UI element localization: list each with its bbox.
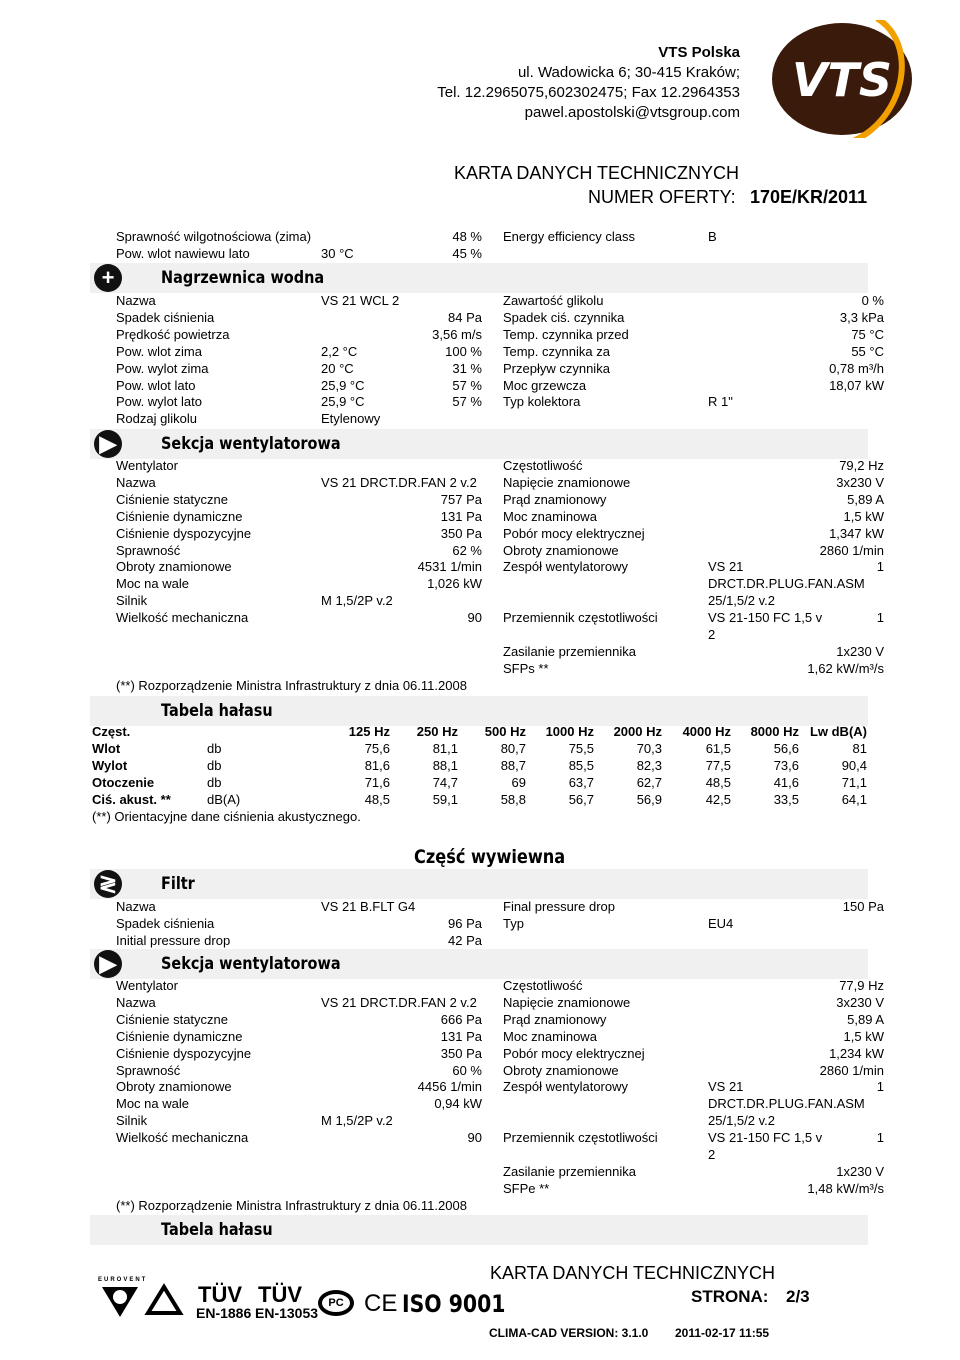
param-value-unit-right: 0,78 m³/h xyxy=(829,360,884,376)
document-title: KARTA DANYCH TECHNICZNYCH xyxy=(454,163,740,183)
param-value-unit-right: 3x230 V xyxy=(836,994,884,1010)
param-value-right: 25/1,5/2 v.2 xyxy=(708,593,775,609)
param-label: Nazwa xyxy=(116,474,156,490)
param-label: Ciśnienie statyczne xyxy=(116,491,228,507)
param-label-right: Napięcie znamionowe xyxy=(503,994,631,1010)
param-value: VS 21 B.FLT G4 xyxy=(321,899,416,914)
param-label-right: Zespół wentylatorowy xyxy=(503,1079,628,1095)
footnote: (**) Rozporządzenie Ministra Infrastruktury z dnia 06.11.2008 xyxy=(116,1198,467,1213)
noise-cell: 81 xyxy=(852,741,867,756)
param-label-right: Moc znaminowa xyxy=(503,1028,597,1044)
noise-cell: 77,5 xyxy=(705,757,731,773)
section-title: Filtr xyxy=(161,874,195,894)
noise-cell: 88,7 xyxy=(500,757,526,773)
param-value-right: B xyxy=(708,229,717,244)
param-value: 25,9 °C xyxy=(321,377,365,393)
param-value-right: VS 21 xyxy=(708,1079,744,1095)
ce-mark-icon: CE xyxy=(364,1290,398,1317)
noise-cell: 81,1 xyxy=(432,741,458,756)
param-value-unit-right: 79,2 Hz xyxy=(839,458,884,473)
vts-logo-text: VTS xyxy=(791,53,893,107)
param-label: Spadek ciśnienia xyxy=(116,309,215,325)
param-value-unit: 84 Pa xyxy=(448,309,482,325)
noise-header-cell: 500 Hz xyxy=(484,724,526,739)
param-value-unit-right: 5,89 A xyxy=(847,491,884,507)
param-label: Ciśnienie dyspozycyjne xyxy=(116,1045,252,1061)
param-value-unit-right: 1 xyxy=(876,1130,884,1146)
param-label: Initial pressure drop xyxy=(116,932,231,948)
param-value-unit: 131 Pa xyxy=(440,508,482,524)
param-label: Ciśnienie dynamiczne xyxy=(116,508,243,524)
page-number: 2/3 xyxy=(786,1287,810,1306)
tuv-mark-2: TÜV xyxy=(258,1282,302,1307)
param-value-unit: 350 Pa xyxy=(440,525,482,541)
param-value-unit: 96 Pa xyxy=(448,915,482,931)
en1886-mark: EN-1886 xyxy=(196,1305,252,1321)
section-title: Sekcja wentylatorowa xyxy=(161,954,341,974)
noise-cell: db xyxy=(207,757,222,773)
param-label-right: SFPs ** xyxy=(503,660,549,676)
param-label-right: Pobór mocy elektrycznej xyxy=(503,1045,645,1061)
param-value-unit-right: 0 % xyxy=(861,293,884,308)
param-label-right: Pobór mocy elektrycznej xyxy=(503,525,645,541)
param-value-right: EU4 xyxy=(708,915,734,931)
exhaust-section-title: Część wywiewna xyxy=(414,846,566,868)
noise-cell: 90,4 xyxy=(841,757,867,773)
param-value-unit: 131 Pa xyxy=(440,1028,482,1044)
param-label-right: Zasilanie przemiennika xyxy=(503,1163,636,1179)
noise-header-cell: 2000 Hz xyxy=(613,724,662,739)
param-value-unit: 3,56 m/s xyxy=(432,326,482,342)
noise-cell: 41,6 xyxy=(773,774,799,790)
param-value-right: VS 21-150 FC 1,5 v xyxy=(708,1130,823,1146)
noise-cell: 56,9 xyxy=(636,791,662,807)
filter-icon: ≷ xyxy=(94,870,122,898)
noise-cell: 70,3 xyxy=(636,741,662,756)
param-value: 25,9 °C xyxy=(321,394,365,410)
param-value: Etylenowy xyxy=(321,411,381,427)
param-value: M 1,5/2P v.2 xyxy=(321,1113,393,1129)
param-label: Moc na wale xyxy=(116,576,189,592)
footnote: (**) Rozporządzenie Ministra Infrastruktury z dnia 06.11.2008 xyxy=(116,678,467,693)
noise-cell: 69 xyxy=(511,774,526,790)
param-value-right: 25/1,5/2 v.2 xyxy=(708,1113,775,1129)
fan-play-icon: ▶ xyxy=(94,950,122,978)
noise-cell: Wlot xyxy=(92,741,121,756)
noise-cell: 88,1 xyxy=(432,757,458,773)
param-label-right: Temp. czynnika za xyxy=(503,343,610,359)
noise-cell: Otoczenie xyxy=(92,774,155,790)
noise-cell: 75,5 xyxy=(568,741,594,756)
offer-number: 170E/KR/2011 xyxy=(750,187,868,207)
en13053-mark: EN-13053 xyxy=(255,1305,319,1321)
fan-play-icon: ▶ xyxy=(94,430,122,458)
param-value: VS 21 DRCT.DR.FAN 2 v.2 xyxy=(321,474,477,490)
param-value-unit-right: 18,07 kW xyxy=(829,377,884,393)
section-title: Tabela hałasu xyxy=(161,1220,273,1240)
param-value-unit: 42 Pa xyxy=(448,932,482,948)
noise-cell: 59,1 xyxy=(432,791,458,807)
footer-title: KARTA DANYCH TECHNICZNYCH xyxy=(490,1263,776,1283)
param-value-unit: 4531 1/min xyxy=(417,559,482,575)
noise-cell: 75,6 xyxy=(364,741,390,756)
param-label-right: Napięcie znamionowe xyxy=(503,474,631,490)
param-label: Ciśnienie statyczne xyxy=(116,1011,228,1027)
param-label: Silnik xyxy=(116,593,148,609)
param-label-right: Zawartość glikolu xyxy=(503,293,604,308)
param-value-unit-right: 77,9 Hz xyxy=(839,978,884,993)
param-value-unit-right: 1 xyxy=(876,610,884,626)
param-label: Pow. wlot nawiewu lato xyxy=(116,245,250,261)
param-label: Sprawność xyxy=(116,1062,181,1078)
pc-certification-icon: PC xyxy=(318,1290,354,1316)
param-value-unit-right: 1x230 V xyxy=(836,643,884,659)
param-label-right: Zespół wentylatorowy xyxy=(503,559,628,575)
noise-cell: 80,7 xyxy=(500,741,526,756)
noise-header-cell: 4000 Hz xyxy=(682,724,731,739)
noise-cell: 64,1 xyxy=(841,791,867,807)
software-version: CLIMA-CAD VERSION: 3.1.0 xyxy=(489,1326,649,1340)
noise-cell: 48,5 xyxy=(364,791,390,807)
param-label: Wielkość mechaniczna xyxy=(116,610,249,626)
noise-cell: 61,5 xyxy=(705,741,731,756)
param-label: Nazwa xyxy=(116,994,156,1010)
noise-header-cell: Lw dB(A) xyxy=(809,724,867,739)
noise-header-cell: 125 Hz xyxy=(348,724,390,739)
param-value-unit-right: 1x230 V xyxy=(836,1163,884,1179)
noise-cell: 71,1 xyxy=(841,774,867,790)
param-label-right: Moc znaminowa xyxy=(503,508,597,524)
param-label-right: Przemiennik częstotliwości xyxy=(503,1130,658,1146)
param-value: 20 °C xyxy=(321,360,354,376)
company-email[interactable]: pawel.apostolski@vtsgroup.com xyxy=(524,104,740,121)
param-value-unit: 57 % xyxy=(452,394,482,410)
param-label: Prędkość powietrza xyxy=(116,326,230,342)
noise-header-cell: 8000 Hz xyxy=(750,724,799,739)
param-value-right: DRCT.DR.PLUG.FAN.ASM xyxy=(708,576,865,592)
param-label-right: Przepływ czynnika xyxy=(503,360,610,376)
param-value-unit: 90 xyxy=(467,1130,482,1146)
param-label: Sprawność xyxy=(116,542,181,558)
param-label: Pow. wlot lato xyxy=(116,377,196,393)
noise-header-cell: 250 Hz xyxy=(416,724,458,739)
param-value-right: DRCT.DR.PLUG.FAN.ASM xyxy=(708,1096,865,1112)
section-header-band xyxy=(90,869,868,899)
param-value-right: 2 xyxy=(708,1147,716,1162)
param-label: Obroty znamionowe xyxy=(116,559,232,575)
param-value-right: 2 xyxy=(708,627,716,642)
noise-header-cell: Częst. xyxy=(92,724,131,739)
noise-cell: 85,5 xyxy=(568,757,594,773)
param-label-right: Obroty znamionowe xyxy=(503,542,619,558)
company-phone: Tel. 12.2965075,602302475; Fax 12.2964353 xyxy=(437,84,740,101)
param-value-unit: 45 % xyxy=(452,245,482,261)
param-value-unit-right: 1,5 kW xyxy=(843,508,884,524)
param-label: Wentylator xyxy=(116,978,178,993)
param-value-unit-right: 1,347 kW xyxy=(829,525,884,541)
param-label-right: Prąd znamionowy xyxy=(503,1011,607,1027)
section-title: Nagrzewnica wodna xyxy=(161,268,325,288)
section-title: Sekcja wentylatorowa xyxy=(161,434,341,454)
param-value-unit-right: 5,89 A xyxy=(847,1011,884,1027)
param-value-unit-right: 3,3 kPa xyxy=(839,309,884,325)
param-label: Sprawność wilgotnościowa (zima) xyxy=(116,229,312,244)
param-value-unit-right: 55 °C xyxy=(851,343,884,359)
eurovent-text: EUROVENT xyxy=(98,1277,148,1283)
param-label: Nazwa xyxy=(116,899,156,914)
noise-cell: Wylot xyxy=(92,757,128,773)
noise-cell: 71,6 xyxy=(364,774,390,790)
param-value-unit-right: 1,62 kW/m³/s xyxy=(807,660,884,676)
param-value-unit: 90 xyxy=(467,610,482,626)
plus-icon: + xyxy=(94,264,122,292)
iso-9001-mark: ISO 9001 xyxy=(402,1290,506,1318)
noise-cell: Ciś. akust. ** xyxy=(92,791,171,807)
param-value-unit: 350 Pa xyxy=(440,1045,482,1061)
param-value-unit-right: 1,48 kW/m³/s xyxy=(807,1180,884,1196)
param-label-right: Final pressure drop xyxy=(503,899,615,914)
param-value-unit: 62 % xyxy=(452,542,482,558)
param-label: Pow. wylot lato xyxy=(116,394,202,410)
param-label: Nazwa xyxy=(116,293,156,308)
noise-cell: 63,7 xyxy=(568,774,594,790)
param-value-unit-right: 3x230 V xyxy=(836,474,884,490)
param-value-unit-right: 150 Pa xyxy=(842,899,884,914)
noise-cell: 33,5 xyxy=(773,791,799,807)
noise-cell: 81,6 xyxy=(364,757,390,773)
noise-cell: db xyxy=(207,774,222,790)
param-value-unit: 757 Pa xyxy=(440,491,482,507)
param-label-right: Częstotliwość xyxy=(503,458,583,473)
page-label: STRONA: xyxy=(691,1287,769,1306)
param-value-right: VS 21-150 FC 1,5 v xyxy=(708,610,823,626)
param-label-right: Przemiennik częstotliwości xyxy=(503,610,658,626)
param-value: M 1,5/2P v.2 xyxy=(321,593,393,609)
param-value-right: R 1" xyxy=(708,394,733,410)
noise-cell: dB(A) xyxy=(207,791,241,807)
company-name: VTS Polska xyxy=(658,44,740,61)
param-label-right: Częstotliwość xyxy=(503,978,583,993)
noise-cell: 58,8 xyxy=(500,791,526,807)
param-value: VS 21 DRCT.DR.FAN 2 v.2 xyxy=(321,994,477,1010)
param-label-right: Energy efficiency class xyxy=(503,229,635,244)
company-address: ul. Wadowicka 6; 30-415 Kraków; xyxy=(517,64,740,81)
param-value-unit-right: 75 °C xyxy=(851,326,884,342)
param-value-unit: 60 % xyxy=(452,1062,482,1078)
param-value-unit-right: 1 xyxy=(876,1079,884,1095)
noise-header-cell: 1000 Hz xyxy=(545,724,594,739)
param-value-unit-right: 2860 1/min xyxy=(819,1062,884,1078)
param-value-unit: 666 Pa xyxy=(440,1011,482,1027)
param-value-unit: 31 % xyxy=(452,360,482,376)
param-label: Spadek ciśnienia xyxy=(116,915,215,931)
param-label: Wielkość mechaniczna xyxy=(116,1130,249,1146)
param-label-right: Temp. czynnika przed xyxy=(503,326,629,342)
param-value-unit: 48 % xyxy=(452,229,482,244)
param-value-right: VS 21 xyxy=(708,559,744,575)
noise-cell: db xyxy=(207,741,222,756)
param-label: Moc na wale xyxy=(116,1096,189,1112)
section-title: Tabela hałasu xyxy=(161,701,273,721)
param-value: 2,2 °C xyxy=(321,343,358,359)
param-value-unit: 0,94 kW xyxy=(434,1096,482,1112)
param-label-right: Spadek ciś. czynnika xyxy=(503,309,625,325)
param-label-right: Typ xyxy=(503,915,524,931)
param-value: VS 21 WCL 2 xyxy=(321,293,400,308)
param-label: Pow. wlot zima xyxy=(116,343,202,359)
noise-cell: 48,5 xyxy=(705,774,731,790)
noise-cell: 42,5 xyxy=(705,791,731,807)
eurovent-emblem-icon xyxy=(98,1283,190,1319)
param-label-right: Zasilanie przemiennika xyxy=(503,643,636,659)
param-label-right: Moc grzewcza xyxy=(503,377,587,393)
noise-cell: 74,7 xyxy=(432,774,458,790)
noise-cell: 82,3 xyxy=(636,757,662,773)
param-value-unit-right: 1,234 kW xyxy=(829,1045,884,1061)
offer-label: NUMER OFERTY: xyxy=(588,187,736,207)
param-label-right: Obroty znamionowe xyxy=(503,1062,619,1078)
param-label: Rodzaj glikolu xyxy=(116,411,197,427)
param-value: 30 °C xyxy=(321,245,354,261)
param-label-right: Typ kolektora xyxy=(503,394,581,410)
param-value-unit-right: 1,5 kW xyxy=(843,1028,884,1044)
param-label: Obroty znamionowe xyxy=(116,1079,232,1095)
eurovent-logo xyxy=(98,1277,190,1321)
noise-cell: 56,6 xyxy=(773,741,799,756)
param-label-right: Prąd znamionowy xyxy=(503,491,607,507)
param-label: Ciśnienie dyspozycyjne xyxy=(116,525,252,541)
vts-logo xyxy=(770,20,915,138)
tuv-mark-1: TÜV xyxy=(198,1282,242,1307)
param-value-unit-right: 2860 1/min xyxy=(819,542,884,558)
param-value-unit: 57 % xyxy=(452,377,482,393)
param-value-unit: 4456 1/min xyxy=(417,1079,482,1095)
param-value-unit: 100 % xyxy=(445,343,482,359)
noise-cell: 73,6 xyxy=(773,757,799,773)
footnote: (**) Orientacyjne dane ciśnienia akustycznego. xyxy=(92,809,361,824)
noise-cell: 56,7 xyxy=(568,791,594,807)
noise-cell: 62,7 xyxy=(636,774,662,790)
param-value-unit: 1,026 kW xyxy=(427,576,482,592)
param-label: Silnik xyxy=(116,1113,148,1129)
param-value-unit-right: 1 xyxy=(876,559,884,575)
param-label: Ciśnienie dynamiczne xyxy=(116,1028,243,1044)
param-label-right: SFPe ** xyxy=(503,1180,550,1196)
print-date: 2011-02-17 11:55 xyxy=(675,1326,770,1340)
param-label: Pow. wylot zima xyxy=(116,360,209,376)
param-label: Wentylator xyxy=(116,458,178,473)
